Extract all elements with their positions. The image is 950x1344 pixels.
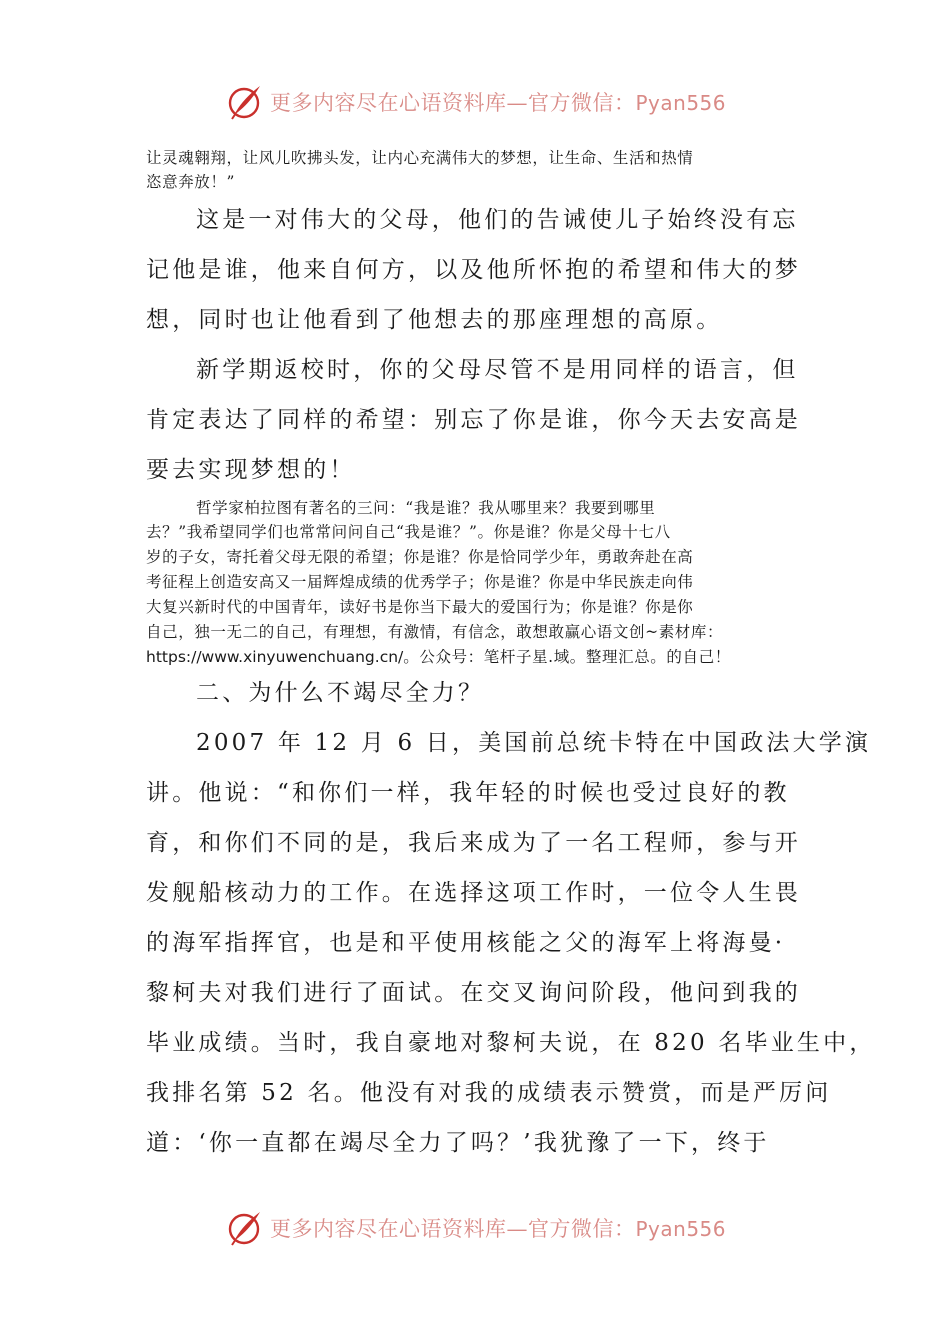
plato-line-6: 自己，独一无二的自己，有理想，有激情，有信念，敢想敢赢心语文创~素材库： [146,623,724,641]
parents-line-3: 想，同时也让他看到了他想去的那座理想的高原。 [146,307,723,333]
quote-line-1: 让灵魂翱翔，让风儿吹拂头发，让内心充满伟大的梦想，让生命、生活和热情 [146,149,694,167]
plato-line-1: 哲学家柏拉图有著名的三问：“我是谁？我从哪里来？我要到哪里 [196,499,656,517]
carter-line-4: 发舰船核动力的工作。在选择这项工作时，一位令人生畏 [146,880,801,906]
semester-line-3: 要去实现梦想的！ [146,457,356,483]
quill-logo-icon [224,1208,264,1248]
plato-line-3: 岁的子女，寄托着父母无限的希望；你是谁？你是恰同学少年，勇敢奔赴在高 [146,548,694,566]
banner-account: Pyan556 [635,1217,726,1241]
parents-line-1: 这是一对伟大的父母，他们的告诫使儿子始终没有忘 [196,207,799,233]
plato-tail-text: 。公众号：笔杆子星.域。整理汇总。的自己！ [403,648,731,666]
carter-line-7: 毕业成绩。当时，我自豪地对黎柯夫说，在 820 名毕业生中， [146,1030,876,1056]
carter-line-6: 黎柯夫对我们进行了面试。在交叉询问阶段，他问到我的 [146,980,801,1006]
semester-line-2: 肯定表达了同样的希望：别忘了你是谁，你今天去安高是 [146,407,801,433]
carter-line-1: 2007 年 12 月 6 日，美国前总统卡特在中国政法大学演 [196,730,872,756]
carter-line-8: 我排名第 52 名。他没有对我的成绩表示赞赏，而是严厉问 [146,1080,832,1106]
plato-line-4: 考征程上创造安高又一届辉煌成绩的优秀学子；你是谁？你是中华民族走向伟 [146,573,694,591]
footer-banner [0,1206,950,1250]
banner-label: 更多内容尽在心语资料库—官方微信： [269,1217,636,1241]
carter-line-9: 道：‘你一直都在竭尽全力了吗？’我犹豫了一下，终于 [146,1130,770,1156]
carter-line-2: 讲。他说：“和你们一样，我年轻的时候也受过良好的教 [146,780,790,806]
parents-line-2: 记他是谁，他来自何方，以及他所怀抱的希望和伟大的梦 [146,257,801,283]
carter-line-3: 育，和你们不同的是，我后来成为了一名工程师，参与开 [146,830,801,856]
quote-line-2: 恣意奔放！” [146,173,236,191]
banner-account: Pyan556 [635,91,726,115]
banner-label: 更多内容尽在心语资料库—官方微信： [269,91,636,115]
plato-line-5: 大复兴新时代的中国青年，读好书是你当下最大的爱国行为；你是谁？你是你 [146,598,694,616]
carter-line-5: 的海军指挥官，也是和平使用核能之父的海军上将海曼· [146,930,786,956]
section-heading-2: 二、为什么不竭尽全力？ [196,680,485,706]
plato-line-7 [146,646,731,668]
header-banner [0,80,950,124]
source-url-text: https://www.xinyuwenchuang.cn/ [146,648,404,666]
banner-text [270,87,726,117]
semester-line-1: 新学期返校时，你的父母尽管不是用同样的语言，但 [196,357,799,383]
banner-text [270,1213,726,1243]
plato-line-2: 去？”我希望同学们也常常问问自己“我是谁？”。你是谁？你是父母十七八 [146,523,671,541]
quill-logo-icon [224,82,264,122]
